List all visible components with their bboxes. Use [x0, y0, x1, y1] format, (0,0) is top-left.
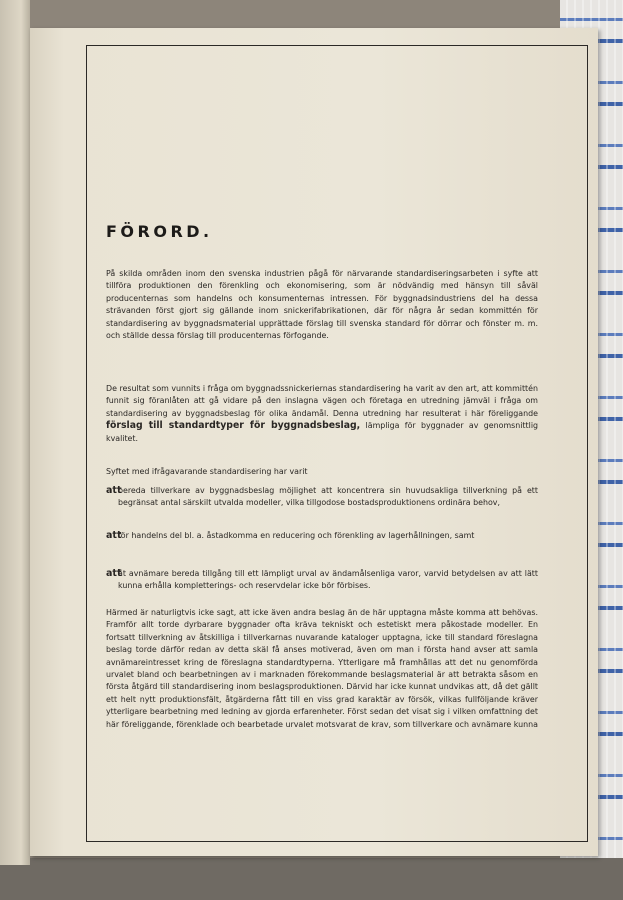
adjacent-page-edge: [0, 0, 30, 865]
att-keyword: att: [106, 530, 122, 541]
table-surface: [0, 858, 623, 900]
paragraph-2: [106, 383, 538, 445]
paragraph-2-start: De resultat som vunnits i fråga om byggnadssnickeriernas standardisering ha varit av den art, att kommittén funnit sig föranlåten att gå vidare på den inslagna vägen och företaga en utredning jämväl i fråga om standardisering av byggnadsbeslag för olika ändamål. Denna utredning har resulterat i här föreliggande: [106, 384, 538, 418]
page-title: FÖRORD.: [106, 222, 213, 241]
att-keyword: att: [106, 485, 122, 496]
paragraph-2-end: lämpliga för byggnader av genomsnittlig kvalitet.: [106, 421, 539, 443]
paragraph-4: Härmed är naturligtvis icke sagt, att icke även andra beslag än de här upptagna måste komma att behövas. Framför allt torde dyrbarare byggnader ofta kräva tekniskt och estetiskt mera påkostade modeller. En fortsatt tillverkning av åtskilliga i tillverkarnas nuvarande kataloger upptagna, icke till standard föreslagna beslag torde därför redan av detta skäl få anses motiverad, även om man i första hand avser att samla avnämareintresset kring de föreslagna standardtyperna. Ytterligare må framhållas att det nu genomförda urvalet bland och bearbetningen av i marknaden förekommande beslagsmaterial är att betrakta såsom en första åtgärd till standardisering inom beslagsproduktionen. Därvid har icke kunnat undvikas att, då det gällt ett helt nytt produktionsfält, åtgärderna fått till en viss grad karaktär av försök, vilkas fullföljande kräver ytterligare bearbetning med ledning av gjorda erfarenheter. Först sedan det visat sig i vilken omfattning det här föreliggande, förenklade och bearbetade urvalet motsvarat de krav, som tillverkare och avnämare kunna: [106, 608, 538, 729]
purpose-item-3-text: åt avnämare bereda tillgång till ett lämpligt urval av ändamålsenliga varor, varvid betydelsen av att lätt kunna erhålla kompletterings- och reservdelar icke bör förbises.: [118, 569, 538, 591]
att-keyword: att: [106, 568, 122, 579]
paragraph-1: På skilda områden inom den svenska industrien pågå för närvarande standardiseringsarbeten i syfte att tillföra produktionen den förenkling och ekonomisering, som är nödvändig med hänsyn till såväl producenternas som handelns och konsumenternas intressen. För byggnadsindustriens del ha dessa strävanden först gjort sig gällande inom snickerifabrikationen, där för några år sedan kommittén för standardisering av byggnadsmaterial upprättade förslag till svenska standard för dörrar och fönster m. m. och ställde dessa förslag till producenternas förfogande.: [106, 269, 538, 341]
purpose-intro: Syftet med ifrågavarande standardisering har varit: [106, 467, 308, 476]
paragraph-2-bold: förslag till standardtyper för byggnadsbeslag,: [106, 420, 361, 432]
purpose-item-2-text: för handelns del bl. a. åstadkomma en reducering och förenkling av lagerhållningen, samt: [118, 531, 475, 540]
purpose-item-1-text: bereda tillverkare av byggnadsbeslag möjlighet att koncentrera sin huvudsakliga tillverkning på ett begränsat antal särskilt utvalda modeller, vilka tillgodose bostadsproduktionens ordinära behov,: [118, 486, 538, 508]
